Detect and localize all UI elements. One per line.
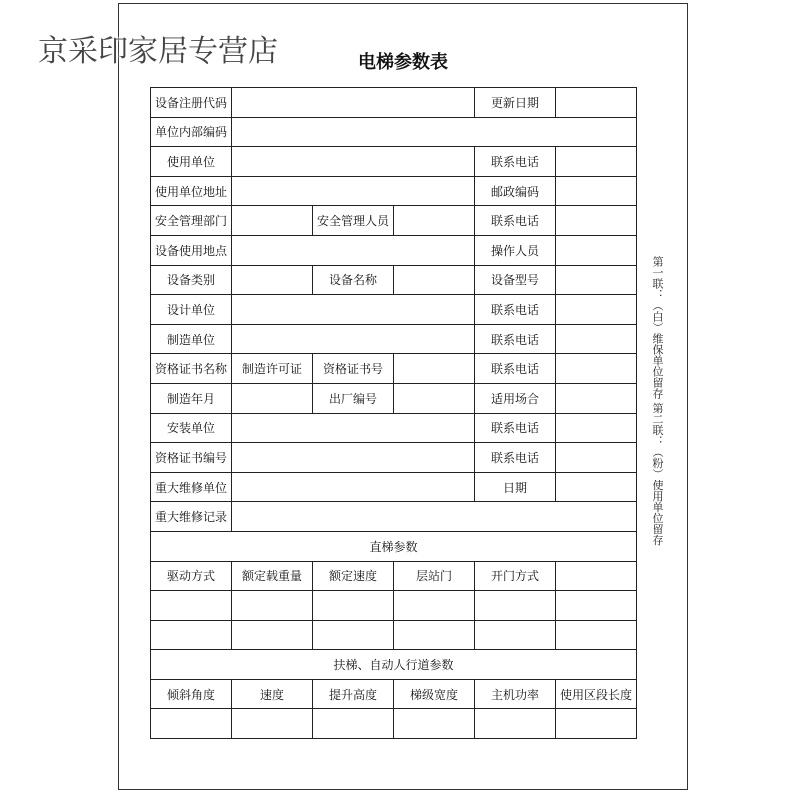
value-cert-no[interactable]: [394, 354, 475, 384]
label-contact-phone: 联系电话: [475, 443, 556, 473]
column-header: 开门方式: [475, 561, 556, 591]
table-row: [151, 709, 637, 739]
table-row: [151, 650, 637, 680]
value-major-repair-record[interactable]: [232, 502, 637, 532]
data-cell[interactable]: [151, 591, 232, 621]
value-device-name[interactable]: [394, 265, 475, 295]
table-row: [151, 443, 637, 473]
data-cell[interactable]: [313, 620, 394, 650]
value-contact-phone[interactable]: [556, 206, 637, 236]
label-mfg-license: 制造许可证: [232, 354, 313, 384]
table-row: [151, 235, 637, 265]
label-contact-phone: 联系电话: [475, 413, 556, 443]
table-row: [151, 265, 637, 295]
label-operator: 操作人员: [475, 235, 556, 265]
elevator-parameter-table: [150, 87, 637, 739]
label-user-address: 使用单位地址: [151, 176, 232, 206]
label-contact-phone: 联系电话: [475, 295, 556, 325]
table-row: [151, 413, 637, 443]
data-cell[interactable]: [151, 709, 232, 739]
value-contact-phone[interactable]: [556, 413, 637, 443]
value-install-unit[interactable]: [232, 413, 475, 443]
value-postal-code[interactable]: [556, 176, 637, 206]
column-header: 使用区段长度: [556, 679, 637, 709]
table-row: [151, 206, 637, 236]
value-contact-phone[interactable]: [556, 324, 637, 354]
value-contact-phone[interactable]: [556, 354, 637, 384]
column-header: 额定载重量: [232, 561, 313, 591]
data-cell[interactable]: [394, 591, 475, 621]
label-contact-phone: 联系电话: [475, 206, 556, 236]
label-contact-phone: 联系电话: [475, 354, 556, 384]
table-row: [151, 620, 637, 650]
column-header: 额定速度: [313, 561, 394, 591]
label-factory-no: 出厂编号: [313, 383, 394, 413]
table-row: [151, 472, 637, 502]
label-date: 日期: [475, 472, 556, 502]
table-row: [151, 679, 637, 709]
column-header: 梯级宽度: [394, 679, 475, 709]
label-safety-person: 安全管理人员: [313, 206, 394, 236]
label-major-repair-record: 重大维修记录: [151, 502, 232, 532]
data-cell[interactable]: [475, 620, 556, 650]
data-cell[interactable]: [313, 709, 394, 739]
label-user-unit: 使用单位: [151, 147, 232, 177]
data-cell[interactable]: [151, 620, 232, 650]
data-cell[interactable]: [232, 709, 313, 739]
data-cell[interactable]: [313, 591, 394, 621]
value-design-unit[interactable]: [232, 295, 475, 325]
label-major-repair-unit: 重大维修单位: [151, 472, 232, 502]
value-category[interactable]: [232, 265, 313, 295]
escalator-section-header: 扶梯、自动人行道参数: [151, 650, 637, 680]
value-update-date[interactable]: [556, 88, 637, 118]
value-contact-phone[interactable]: [556, 443, 637, 473]
data-cell[interactable]: [394, 709, 475, 739]
label-reg-code: 设备注册代码: [151, 88, 232, 118]
column-header: 主机功率: [475, 679, 556, 709]
label-usage-place: 适用场合: [475, 383, 556, 413]
value-internal-no[interactable]: [232, 117, 637, 147]
label-update-date: 更新日期: [475, 88, 556, 118]
label-internal-no: 单位内部编码: [151, 117, 232, 147]
column-header: 驱动方式: [151, 561, 232, 591]
value-cert-serial[interactable]: [232, 443, 475, 473]
table-row: [151, 383, 637, 413]
table-row: [151, 117, 637, 147]
table-row: [151, 502, 637, 532]
value-contact-phone[interactable]: [556, 295, 637, 325]
value-date[interactable]: [556, 472, 637, 502]
value-safety-dept[interactable]: [232, 206, 313, 236]
label-cert-name: 资格证书名称: [151, 354, 232, 384]
straight-elevator-section-header: 直梯参数: [151, 531, 637, 561]
value-mfg-date[interactable]: [232, 383, 313, 413]
table-row: [151, 354, 637, 384]
value-usage-place[interactable]: [556, 383, 637, 413]
column-header: 提升高度: [313, 679, 394, 709]
store-watermark: 京采印家居专营店: [38, 34, 278, 69]
data-cell[interactable]: [394, 620, 475, 650]
value-user-address[interactable]: [232, 176, 475, 206]
label-install-unit: 安装单位: [151, 413, 232, 443]
data-cell[interactable]: [556, 591, 637, 621]
value-factory-no[interactable]: [394, 383, 475, 413]
table-row: [151, 531, 637, 561]
table-row: [151, 324, 637, 354]
table-row: [151, 147, 637, 177]
label-safety-dept: 安全管理部门: [151, 206, 232, 236]
table-row: [151, 176, 637, 206]
label-cert-no: 资格证书号: [313, 354, 394, 384]
data-cell[interactable]: [232, 620, 313, 650]
label-contact-phone: 联系电话: [475, 147, 556, 177]
label-contact-phone: 联系电话: [475, 324, 556, 354]
value-manufacturer[interactable]: [232, 324, 475, 354]
label-model: 设备型号: [475, 265, 556, 295]
table-row: [151, 561, 637, 591]
label-manufacturer: 制造单位: [151, 324, 232, 354]
value-user-unit[interactable]: [232, 147, 475, 177]
label-cert-serial: 资格证书编号: [151, 443, 232, 473]
data-cell[interactable]: [475, 591, 556, 621]
label-location: 设备使用地点: [151, 235, 232, 265]
label-device-name: 设备名称: [313, 265, 394, 295]
label-design-unit: 设计单位: [151, 295, 232, 325]
value-location[interactable]: [232, 235, 475, 265]
data-cell[interactable]: [232, 591, 313, 621]
value-safety-person[interactable]: [394, 206, 475, 236]
label-postal-code: 邮政编码: [475, 176, 556, 206]
value-operator[interactable]: [556, 235, 637, 265]
label-mfg-date: 制造年月: [151, 383, 232, 413]
value-contact-phone[interactable]: [556, 147, 637, 177]
table-row: [151, 88, 637, 118]
value-model[interactable]: [556, 265, 637, 295]
copy-retention-note: 第一联：（白）维保单位留存 第二联：（粉）使用单位留存: [651, 256, 664, 546]
column-header: 速度: [232, 679, 313, 709]
table-row: [151, 295, 637, 325]
data-cell[interactable]: [475, 709, 556, 739]
column-header: [556, 561, 637, 591]
table-row: [151, 591, 637, 621]
form-title: 电梯参数表: [358, 52, 448, 73]
data-cell[interactable]: [556, 620, 637, 650]
column-header: 层站门: [394, 561, 475, 591]
label-category: 设备类别: [151, 265, 232, 295]
column-header: 倾斜角度: [151, 679, 232, 709]
data-cell[interactable]: [556, 709, 637, 739]
value-major-repair-unit[interactable]: [232, 472, 475, 502]
value-reg-code[interactable]: [232, 88, 475, 118]
